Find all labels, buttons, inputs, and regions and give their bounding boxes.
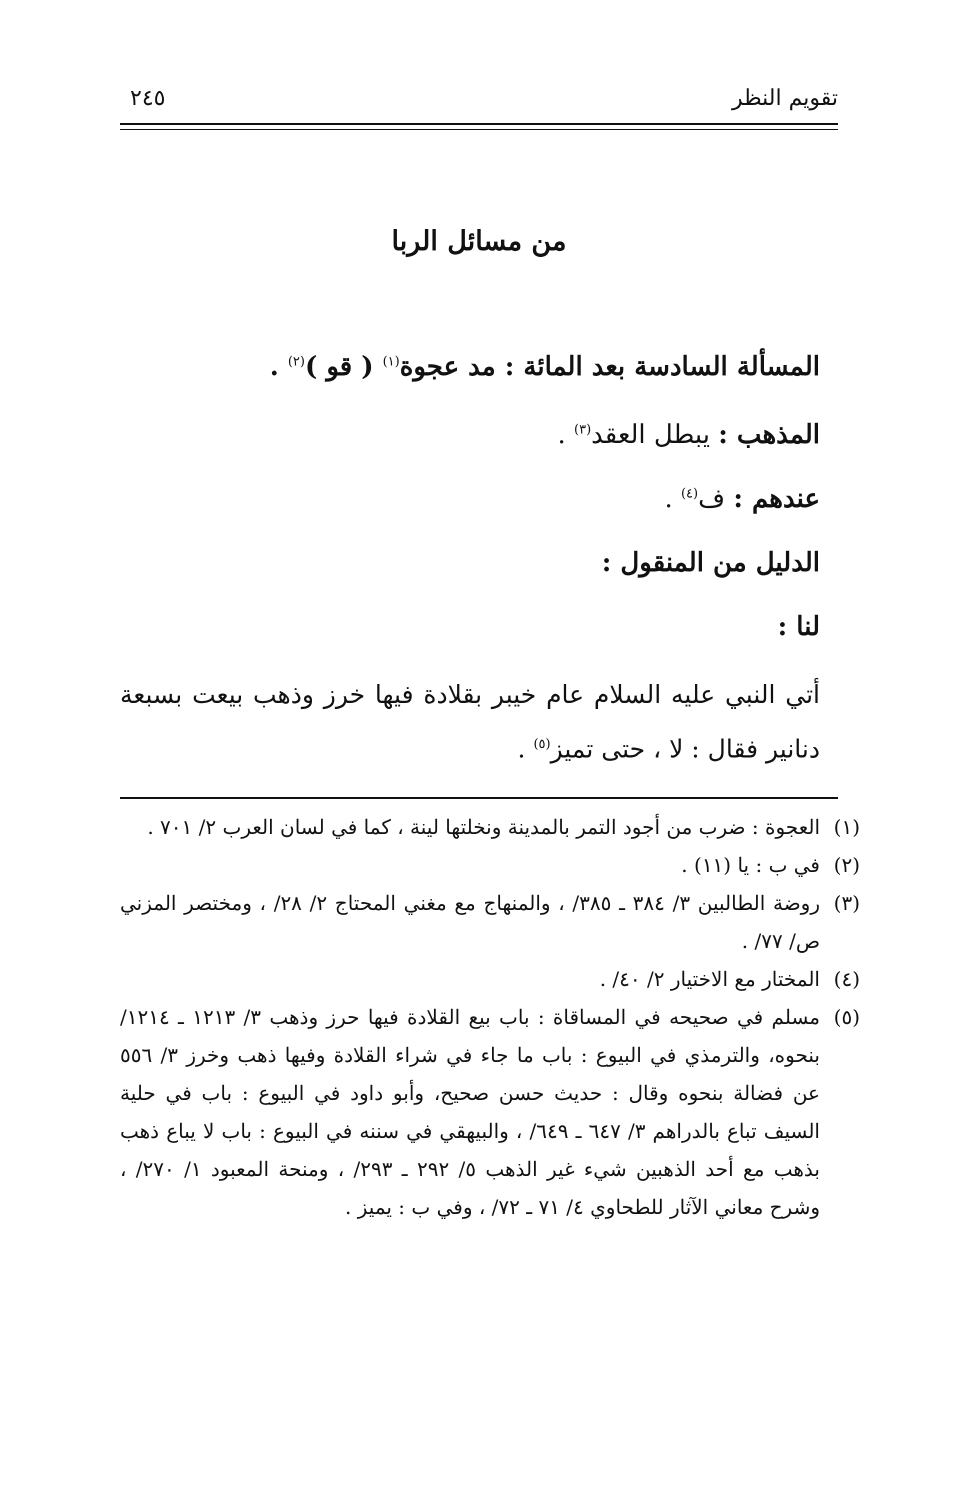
footnote-ref-4[interactable]: (٤)	[680, 486, 699, 502]
footnote-ref-1[interactable]: (١)	[382, 354, 400, 370]
footnote-text: العجوة : ضرب من أجود التمر بالمدينة ونخلتها لينة ، كما في لسان العرب ٢/ ٧٠١ .	[147, 815, 820, 839]
indahum-line	[120, 484, 820, 514]
page-number: ٢٤٥	[130, 86, 166, 111]
footnote-ref-2[interactable]: (٢)	[287, 354, 305, 370]
footnote-number: (٥)	[833, 1005, 860, 1029]
footnote-ref-3[interactable]: (٣)	[574, 422, 592, 438]
footnote-separator	[120, 797, 838, 799]
footnote-number: (٢)	[833, 853, 860, 877]
footnote-item	[120, 808, 860, 846]
hadith-paragraph	[120, 670, 820, 774]
footnote-number: (٤)	[833, 967, 860, 991]
footnote-number: (٣)	[833, 891, 860, 915]
footnote-item	[120, 884, 860, 960]
madhhab-text: يبطل العقد	[591, 420, 719, 450]
hadith-text: أتي النبي عليه السلام عام خيبر بقلادة فيها خرز وذهب بيعت بسبعة دنانير فقال : لا ، حتى تميز	[120, 680, 820, 764]
indahum-end: .	[664, 484, 681, 514]
footnote-text: المختار مع الاختيار ٢/ ٤٠/ .	[599, 967, 820, 991]
footnote-ref-5[interactable]: (٥)	[533, 737, 551, 752]
indahum-text: ف	[698, 484, 734, 514]
footnotes	[120, 808, 860, 1226]
section-title: من مسائل الربا	[391, 226, 567, 257]
footnote-text: في ب : يا (١١) .	[681, 853, 820, 877]
question-code: ( قو )	[304, 352, 383, 382]
footnote-number: (١)	[833, 815, 860, 839]
hadith-end: .	[517, 734, 534, 764]
footnote-text: روضة الطالبين ٣/ ٣٨٤ ـ ٣٨٥/ ، والمنهاج مع مغني المحتاج ٢/ ٢٨/ ، ومختصر المزني ص/ ٧٧/ .	[120, 891, 820, 953]
madhhab-line	[120, 420, 820, 450]
dalil-heading: الدليل من المنقول :	[601, 548, 820, 578]
footnote-item	[120, 960, 860, 998]
madhhab-end: .	[557, 420, 575, 450]
header-rule-thick	[120, 123, 838, 125]
footnote-text: مسلم في صحيحه في المساقاة : باب بيع القلادة فيها حرز وذهب ٣/ ١٢١٣ ـ ١٢١٤/ بنحوه، والترمذي في البيوع : باب ما جاء في شراء القلادة وفيها ذهب وخرز ٣/ ٥٥٦ عن فضالة بنحوه وقال : حديث حسن صحيح، وأبو داود في البيوع : باب في حلية السيف تباع بالدراهم ٣/ ٦٤٧ ـ ٦٤٩/ ، والبيهقي في سننه في البيوع : باب لا يباع ذهب بذهب مع أحد الذهبين شيء غير الذهب ٥/ ٢٩٢ ـ ٢٩٣/ ، ومنحة المعبود ١/ ٢٧٠/ ، وشرح معاني الآثار للطحاوي ٤/ ٧١ ـ ٧٢/ ، وفي ب : يميز .	[120, 1005, 820, 1219]
header-rule-thin	[120, 129, 838, 130]
footnote-item	[120, 846, 860, 884]
indahum-label: عندهم :	[733, 484, 820, 514]
page-header	[120, 86, 838, 126]
madhhab-label: المذهب :	[718, 420, 820, 450]
footnote-item	[120, 998, 860, 1226]
question-label: المسألة السادسة بعد المائة : مد عجوة	[399, 352, 820, 382]
lana-heading: لنا :	[777, 612, 820, 642]
question-line	[120, 352, 820, 382]
question-end: .	[269, 352, 288, 382]
running-title: تقويم النظر	[731, 86, 838, 111]
